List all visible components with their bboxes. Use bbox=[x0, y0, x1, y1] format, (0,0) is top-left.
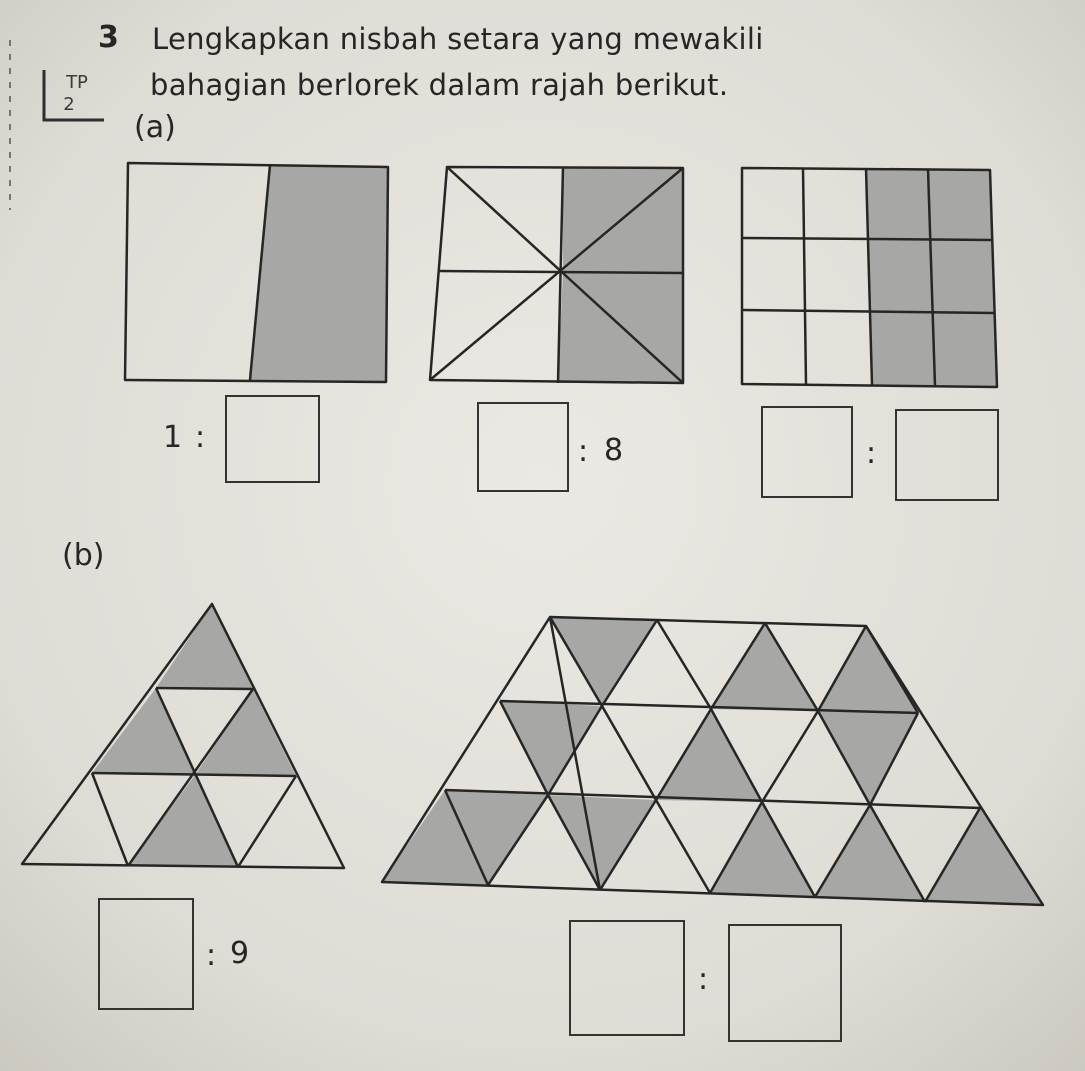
ratio-a2-separator: : bbox=[578, 434, 589, 469]
question-line-1: Lengkapkan nisbah setara yang mewakili bbox=[152, 22, 764, 56]
part-b-label: (b) bbox=[62, 538, 105, 573]
ratio-a3-left-answer-box[interactable] bbox=[761, 406, 853, 498]
ratio-a3-separator: : bbox=[866, 436, 877, 471]
question-number: 3 bbox=[98, 20, 119, 55]
ratio-a2-right: 8 bbox=[604, 433, 624, 468]
question-line-2: bahagian berlorek dalam rajah berikut. bbox=[150, 68, 729, 102]
tp-badge-level: 2 bbox=[63, 94, 75, 115]
part-a-label: (a) bbox=[134, 110, 176, 145]
ratio-a1-left: 1 bbox=[163, 420, 183, 455]
ratio-b2-right-answer-box[interactable] bbox=[728, 924, 842, 1042]
ratio-a3-right-answer-box[interactable] bbox=[895, 409, 999, 501]
tp-badge-label: TP bbox=[66, 72, 88, 93]
ratio-b2-separator: : bbox=[698, 962, 709, 997]
ratio-b1-right: 9 bbox=[230, 936, 250, 971]
ratio-a1-answer-box[interactable] bbox=[225, 395, 320, 483]
ratio-b1-separator: : bbox=[206, 938, 217, 973]
ratio-a2-answer-box[interactable] bbox=[477, 402, 569, 492]
ratio-b1-answer-box[interactable] bbox=[98, 898, 194, 1010]
ratio-a1-separator: : bbox=[195, 420, 206, 455]
ratio-b2-left-answer-box[interactable] bbox=[569, 920, 685, 1036]
